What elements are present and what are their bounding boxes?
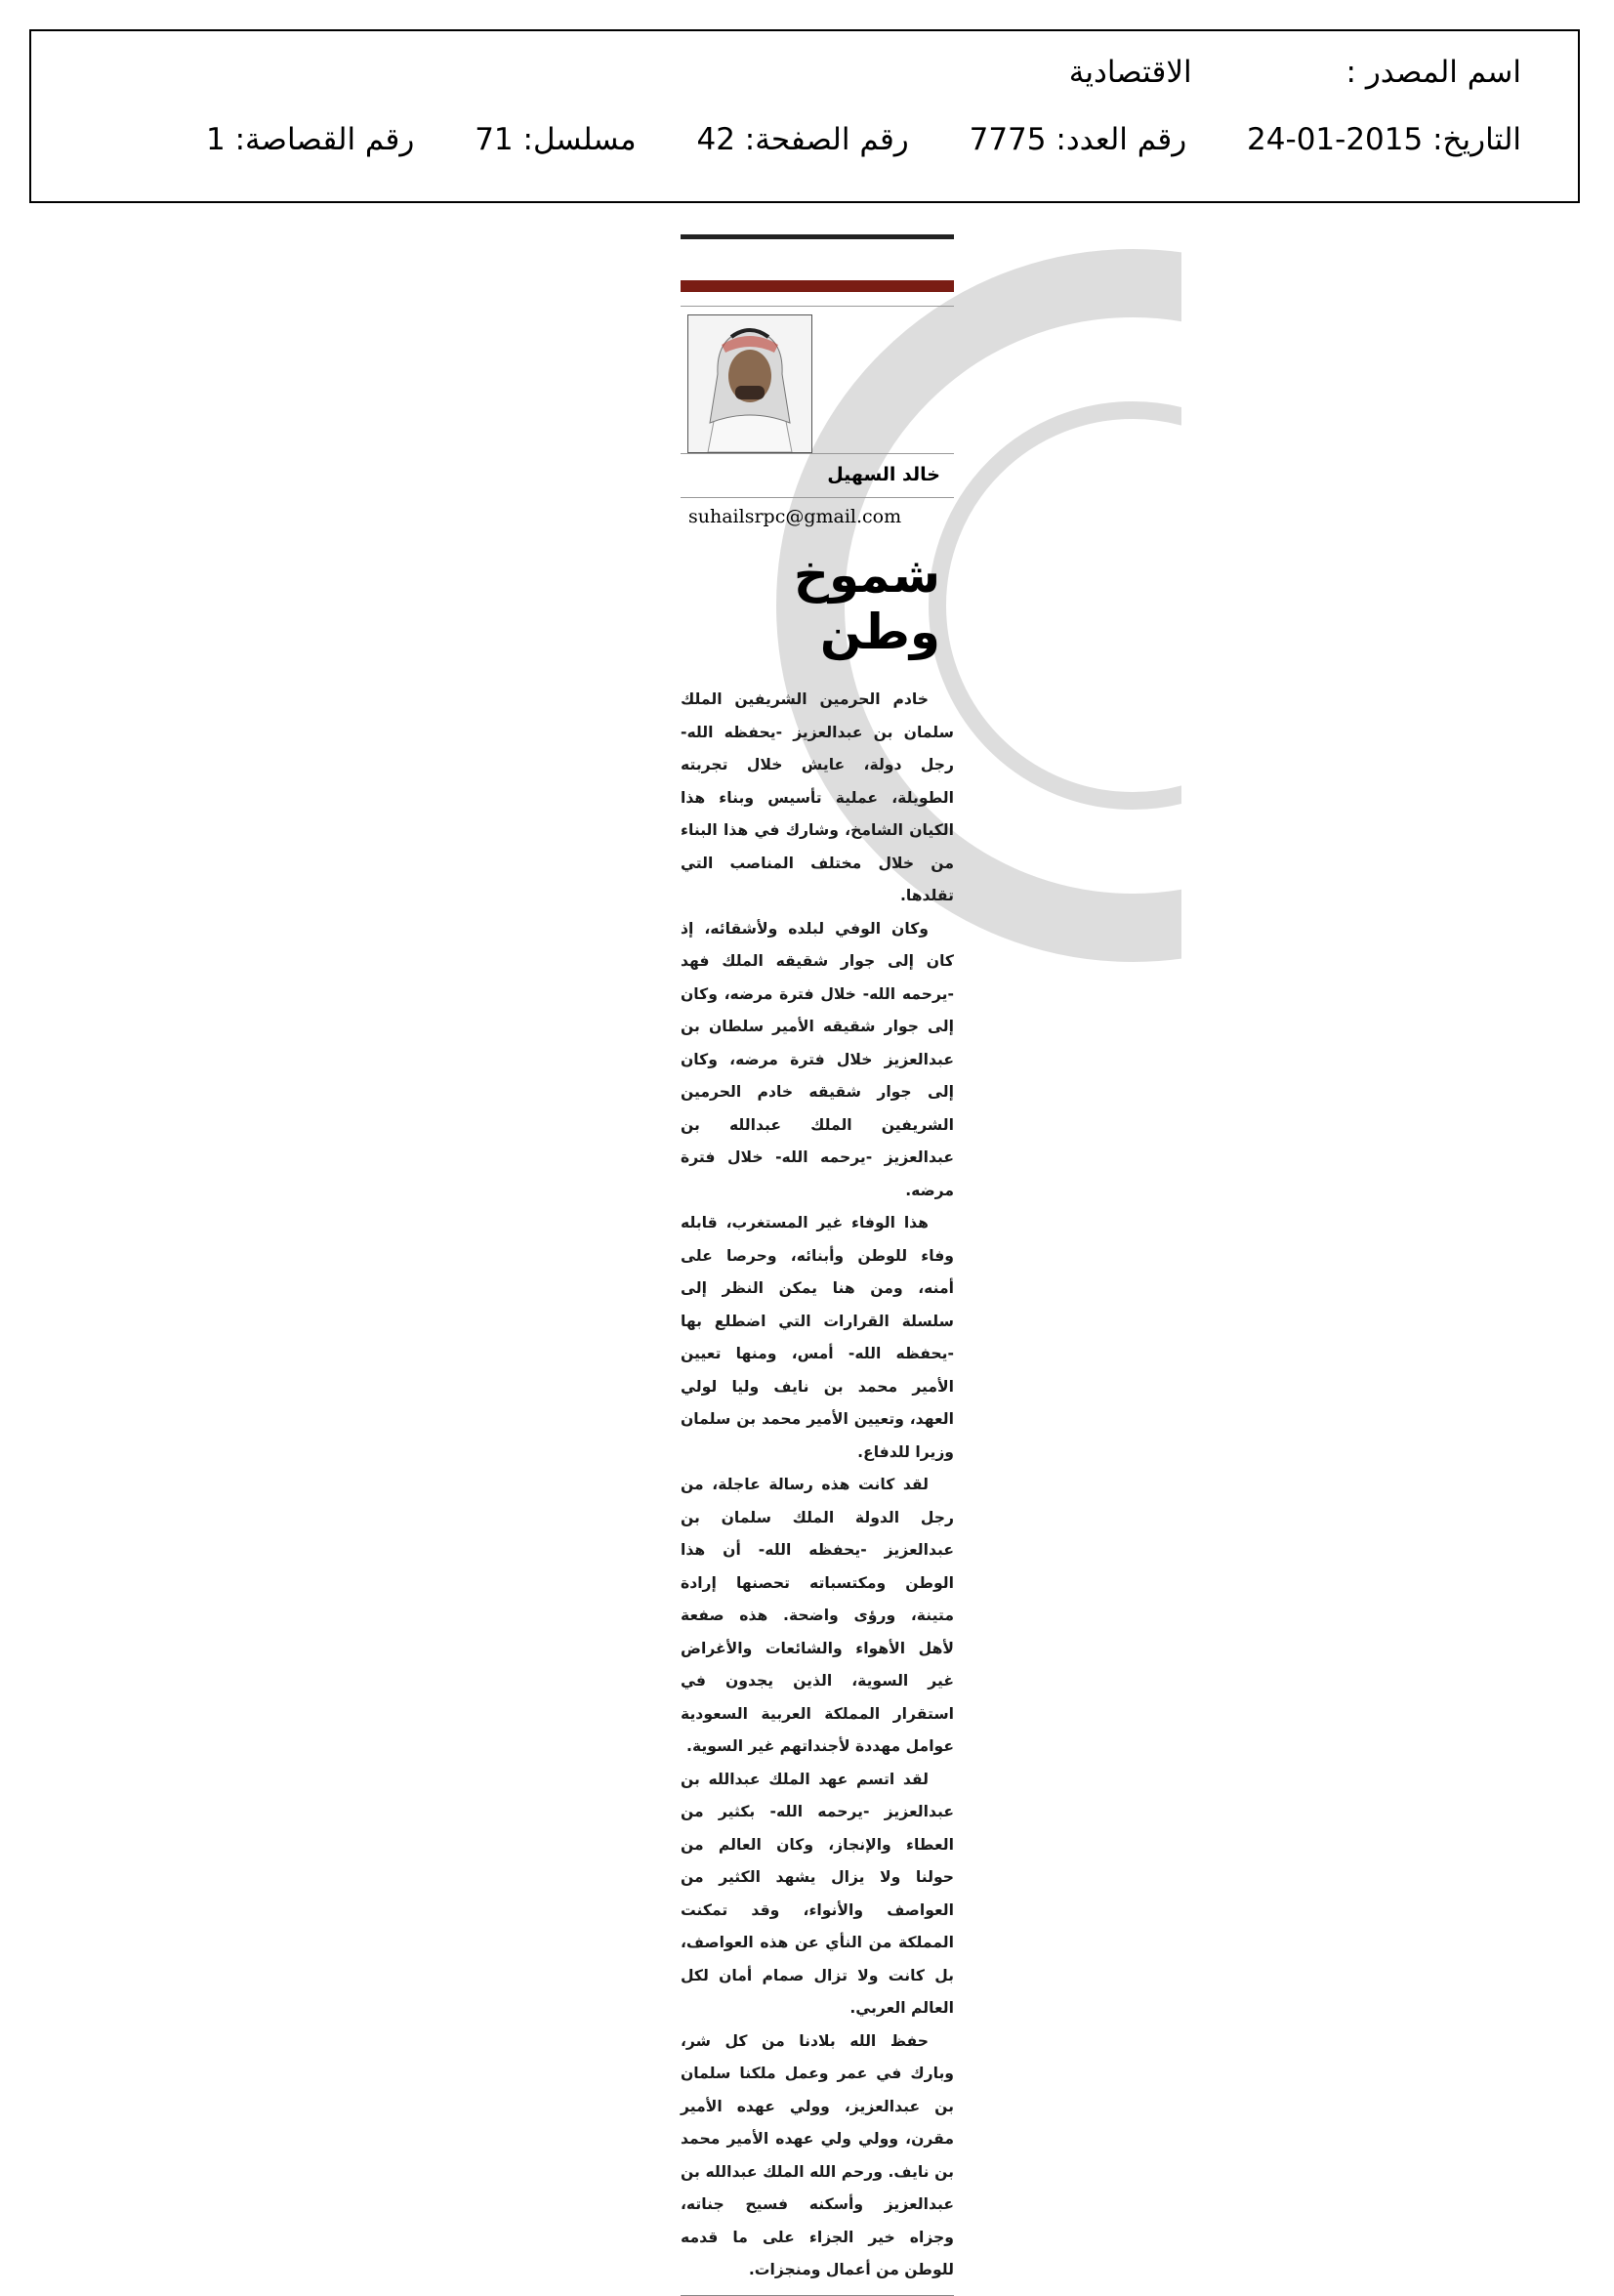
article-title: شموخ وطن [793, 547, 940, 660]
article-body [681, 684, 954, 2287]
paragraph: خادم الحرمين الشريفين الملك سلمان بن عبدالعزيز -يحفظه الله- رجل دولة، عايش خلال تجربته الطويلة، عملية تأسيس وبناء هذا الكيان الشامخ، وشارك في هذا البناء من خلال مختلف المناصب التي تقلدها. [681, 690, 954, 904]
source-row [1069, 55, 1521, 90]
clip-number: رقم القصاصة: 1 [206, 122, 415, 157]
issue-number: رقم العدد: 7775 [969, 122, 1187, 157]
author-photo [687, 314, 812, 453]
author-photo-area [681, 307, 954, 453]
paragraph: لقد كانت هذه رسالة عاجلة، من رجل الدولة الملك سلمان بن عبدالعزيز -يحفظه الله- أن هذا الوطن ومكتسباته تحصنها إرادة متينة، ورؤى واضحة. هذه صفعة لأهل الأهواء والشائعات والأغراض غير السوية، الذين يجدون في استقرار المملكة العربية السعودية عوامل مهددة لأجنداتهم غير السوية. [681, 1476, 954, 1755]
accent-rule [681, 280, 954, 292]
author-email: suhailsrpc@gmail.com [681, 497, 954, 527]
page-number: رقم الصفحة: 42 [696, 122, 909, 157]
end-rule [681, 2295, 954, 2296]
paragraph: حفظ الله بلادنا من كل شر، وبارك في عمر وعمل ملكنا سلمان بن عبدالعزيز، وولي عهده الأمير مقرن، وولي ولي عهده الأمير محمد بن نايف. ورحم الله الملك عبدالله بن عبدالعزيز وأسكنه فسيح جناته، وجزاه خير الجزاء على ما قدمه للوطن من أعمال ومنجزات. [681, 2031, 954, 2278]
top-rule [681, 234, 954, 239]
paragraph: هذا الوفاء غير المستغرب، قابله وفاء للوطن وأبنائه، وحرصا على أمنه، ومن هنا يمكن النظر إلى سلسلة القرارات التي اضطلع بها -يحفظه الله- أمس، ومنها تعيين الأمير محمد بن نايف وليا لولي العهد، وتعيين الأمير محمد بن سلمان وزيرا للدفاع. [681, 1214, 954, 1461]
clipping-metadata-box [29, 29, 1580, 203]
paragraph: لقد اتسم عهد الملك عبدالله بن عبدالعزيز -يرحمه الله- بكثير من العطاء والإنجاز، وكان العالم من حولنا ولا يزال يشهد الكثير من العواصف والأنواء، وقد تمكنت المملكة من النأي عن هذه العواصف، بل كانت ولا تزال صمام أمان لكل العالم العربي. [681, 1770, 954, 2017]
paragraph: وكان الوفي لبلده ولأشقائه، إذ كان إلى جوار شقيقه الملك فهد -يرحمه الله- خلال فترة مرضه، وكان إلى جوار شقيقه الأمير سلطان بن عبدالعزيز خلال فترة مرضه، وكان إلى جوار شقيقه خادم الحرمين الشريفين الملك عبدالله بن عبدالعزيز -يرحمه الله- خلال فترة مرضه. [681, 919, 954, 1199]
details-row [206, 122, 1521, 157]
source-value: الاقتصادية [1068, 55, 1192, 90]
article-column [681, 234, 954, 2296]
author-name: خالد السهيل [681, 453, 954, 489]
source-label: اسم المصدر : [1345, 55, 1521, 90]
date-field: التاريخ: 2015-01-24 [1247, 122, 1521, 157]
serial-number: مسلسل: 71 [475, 122, 637, 157]
